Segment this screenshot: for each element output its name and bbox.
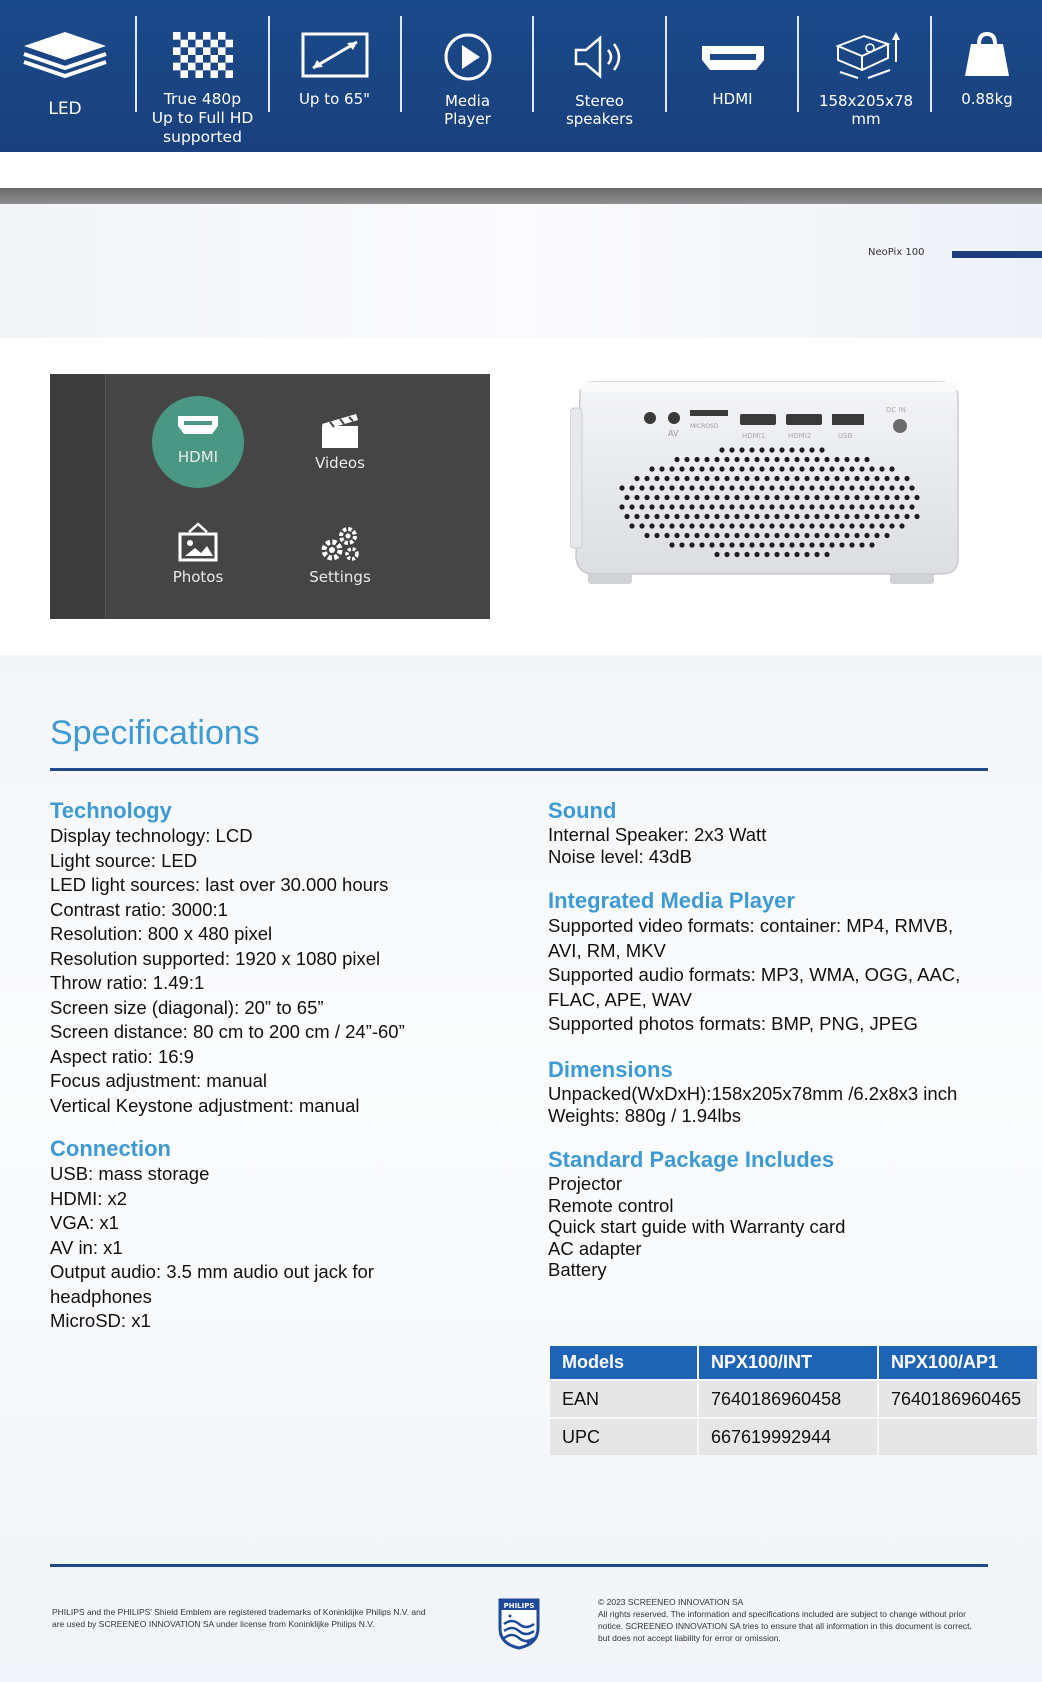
feature-label: LED (48, 99, 82, 119)
table-cell: 667619992944 (699, 1419, 877, 1455)
specs-rule (50, 768, 988, 771)
spec-line: Resolution supported: 1920 x 1080 pixel (50, 947, 381, 969)
header-band (0, 204, 1042, 338)
svg-text:AV: AV (668, 429, 679, 438)
play-circle-icon (443, 32, 493, 86)
copyright: © 2023 SCREENEO INNOVATION SA (598, 1597, 744, 1607)
feature-label: 158x205x78 mm (818, 92, 914, 128)
spec-line: MicroSD: x1 (50, 1310, 151, 1331)
specs-title: Specifications (50, 714, 260, 752)
feature-bar (0, 0, 1042, 152)
menu-item-videos[interactable] (290, 410, 390, 472)
spec-line: Display technology: LCD (50, 825, 253, 846)
section-heading: Dimensions (548, 1057, 673, 1082)
spec-line: AV in: x1 (50, 1236, 123, 1258)
feature-speakers (537, 0, 662, 152)
divider-bar (0, 188, 1042, 204)
menu-item-label: Settings (309, 568, 371, 586)
divider (400, 16, 402, 112)
table-cell (879, 1419, 1037, 1455)
divider (532, 16, 534, 112)
speaker-icon (572, 34, 628, 84)
section-heading: Sound (548, 798, 617, 823)
spec-line: LED light sources: last over 30.000 hours (50, 874, 389, 895)
menu-item-label: HDMI (177, 448, 219, 466)
section-heading: Standard Package Includes (548, 1147, 835, 1172)
spec-line: Throw ratio: 1.49:1 (50, 972, 205, 993)
models-table (548, 1344, 1039, 1457)
spec-line: Resolution: 800 x 480 pixel (50, 923, 273, 944)
hdmi-port-icon (700, 44, 766, 78)
spec-line: AVI, RM, MKV (548, 939, 666, 961)
spec-line: Focus adjustment: manual (50, 1070, 267, 1091)
trademark-note: PHILIPS and the PHILIPS' Shield Emblem are registered trademarks of Koninklijke Philips N.V. and are used by SCREENEO INNOVATION SA under license from Koninklijke Philips N.V. (52, 1607, 426, 1629)
spec-line: Quick start guide with Warranty card (548, 1216, 846, 1237)
svg-text:DC IN: DC IN (886, 406, 906, 414)
feature-label: True 480p Up to Full HD supported (151, 90, 254, 146)
projector-image (570, 378, 960, 590)
clapperboard-icon (290, 410, 390, 450)
svg-text:HDMI1: HDMI1 (742, 432, 766, 440)
menu-item-label: Videos (315, 454, 365, 472)
svg-text:HDMI2: HDMI2 (788, 432, 812, 440)
divider (797, 16, 799, 112)
spec-line: Projector (548, 1173, 623, 1194)
menu-item-hdmi[interactable] (152, 414, 244, 466)
spec-line: Vertical Keystone adjustment: manual (50, 1094, 360, 1116)
spec-line: USB: mass storage (50, 1163, 210, 1184)
feature-led (10, 0, 120, 152)
menu-screenshot (50, 374, 490, 619)
spec-line: Supported video formats: container: MP4, RMVB, (548, 915, 954, 936)
philips-shield-logo (498, 1598, 540, 1650)
spec-line: Contrast ratio: 3000:1 (50, 898, 228, 920)
footer-rule (50, 1564, 988, 1567)
spec-line: Supported photos formats: BMP, PNG, JPEG (548, 1013, 918, 1034)
spec-line: Supported audio formats: MP3, WMA, OGG, AAC, (548, 964, 961, 985)
spec-line: headphones (50, 1285, 152, 1307)
divider (268, 16, 270, 112)
spec-section-dimensions (548, 1057, 957, 1126)
svg-text:USB: USB (838, 432, 853, 440)
spec-line: Output audio: 3.5 mm audio out jack for (50, 1261, 374, 1282)
model-name: NeoPix 100 (868, 247, 925, 258)
spec-line: Aspect ratio: 16:9 (50, 1045, 194, 1067)
feature-label: Media Player (444, 92, 491, 128)
spacer (0, 152, 1042, 188)
hdmi-icon (152, 414, 244, 440)
divider (135, 16, 137, 112)
menu-item-photos[interactable] (148, 522, 248, 586)
stacked-layers-icon (22, 30, 108, 86)
spec-line: AC adapter (548, 1237, 642, 1259)
spec-line: Internal Speaker: 2x3 Watt (548, 824, 767, 845)
section-heading: Connection (50, 1136, 171, 1161)
table-row (550, 1419, 1037, 1455)
divider (665, 16, 667, 112)
feature-label: 0.88kg (961, 90, 1013, 108)
table-cell: EAN (550, 1381, 697, 1417)
table-header-cell: NPX100/INT (699, 1346, 877, 1379)
table-cell: UPC (550, 1419, 697, 1455)
spec-section-technology (50, 798, 405, 1118)
screen-diagonal-icon (301, 32, 369, 82)
spec-line: Screen distance: 80 cm to 200 cm / 24”-60” (50, 1021, 405, 1042)
spec-section-connection (50, 1136, 374, 1334)
spec-section-package (548, 1147, 845, 1281)
section-heading: Integrated Media Player (548, 888, 795, 913)
photo-icon (148, 522, 248, 564)
feature-label: HDMI (712, 90, 753, 108)
spec-line: Weights: 880g / 1.94lbs (548, 1104, 742, 1126)
feature-label: Stereo speakers (565, 92, 634, 128)
spec-line: FLAC, APE, WAV (548, 988, 692, 1010)
box-dimensions-icon (830, 28, 902, 84)
feature-label: Up to 65" (298, 90, 371, 108)
divider (930, 16, 932, 112)
menu-rail (50, 374, 106, 619)
copyright-note (598, 1596, 978, 1644)
spec-line: Remote control (548, 1194, 674, 1216)
spec-line: Screen size (diagonal): 20” to 65” (50, 996, 324, 1018)
checkerboard-icon (173, 32, 233, 82)
feature-resolution (140, 0, 265, 152)
spec-line: Noise level: 43dB (548, 845, 692, 867)
accent-line (952, 251, 1042, 258)
table-row (550, 1381, 1037, 1417)
table-header-row (550, 1346, 1037, 1379)
menu-item-settings[interactable] (290, 524, 390, 586)
logo-text: PHILIPS (503, 1602, 535, 1610)
spec-line: Unpacked(WxDxH):158x205x78mm /6.2x8x3 inch (548, 1083, 958, 1104)
spec-section-media-player (548, 888, 960, 1037)
feature-weight (935, 0, 1039, 152)
spec-line: Battery (548, 1259, 607, 1280)
table-header-cell: NPX100/AP1 (879, 1346, 1037, 1379)
menu-item-label: Photos (172, 568, 224, 586)
spec-section-sound (548, 798, 766, 867)
feature-dimensions (802, 0, 930, 152)
table-cell: 7640186960465 (879, 1381, 1037, 1417)
table-cell: 7640186960458 (699, 1381, 877, 1417)
section-heading: Technology (50, 798, 172, 823)
feature-screen-size (272, 0, 397, 152)
feature-media-player (405, 0, 530, 152)
table-header-cell: Models (550, 1346, 697, 1379)
svg-text:MICROSD: MICROSD (690, 423, 719, 430)
gears-icon (290, 524, 390, 564)
spec-line: VGA: x1 (50, 1212, 119, 1233)
disclaimer: All rights reserved. The information and specifications included are subject to change without prior notice. SCREENEO INNOVATION SA tries to ensure that all information in this document is correct, but does not accept liability for error or omission. (598, 1609, 972, 1643)
spec-line: Light source: LED (50, 849, 198, 871)
weight-bag-icon (963, 30, 1011, 82)
spec-line: HDMI: x2 (50, 1187, 128, 1209)
feature-hdmi (670, 0, 795, 152)
